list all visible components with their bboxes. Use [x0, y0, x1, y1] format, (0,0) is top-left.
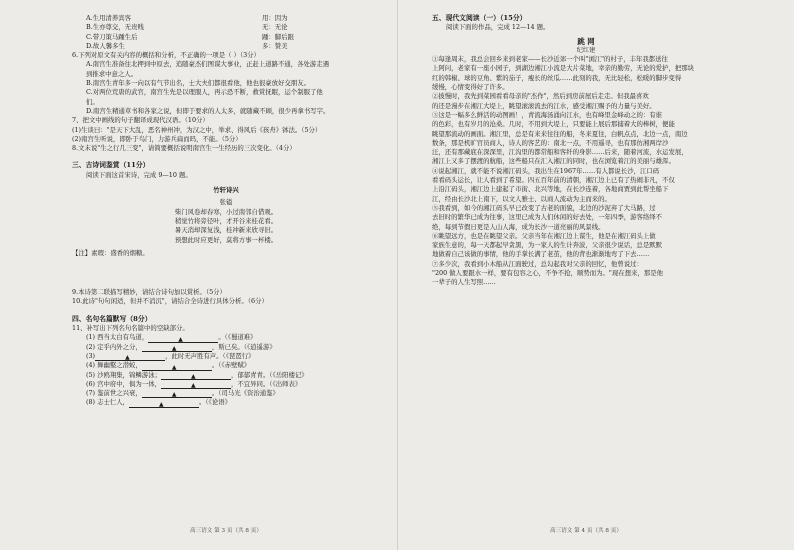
section-3-heading: 三、古诗词鉴赏（11分）	[72, 161, 150, 170]
article-line: ②披慢时，我先到菜园看看母亲的"杰作"，然后到房前屋后走走。但我最喜欢	[432, 92, 649, 101]
article-line: 数条，那是机旷官员商人，诗人的客艺的：南北一点，不用遥寻，也有那仿湘两岸沙	[432, 138, 669, 147]
article-line: 的色彩，也有岁月的沧桑。几时，不用到大堤上，只要能上展后那捕着大的棒树，便能	[432, 120, 675, 129]
poem-note: 【注】素瑕：盛香的烟糖。	[72, 248, 149, 257]
article-line: 家族生意的，每一天都起早贪黑，为一家人的生计奔波，父亲很少说话，总是默默	[432, 241, 663, 250]
article-line: 的还是漫步在湘江大堤上，眺望滚滚流去的江水，感受湘江赐予的力量与美好。	[432, 101, 656, 110]
article-line: ⑤我看到，如今的湘江码头早已改变了古老的面貌，北边的沙泥弃了大马路，过	[432, 203, 656, 212]
answer-blank[interactable]: ▲	[142, 345, 212, 352]
article-line: ④说起湘江，就不能不说湘江码头，我出生在1967年……有人都说长沙，江口码	[432, 166, 660, 175]
q5-option-c: C.带刀策马踵生后 踵：脚后跟	[86, 32, 294, 41]
section-4-heading: 四、名句名篇默写（8分）	[72, 314, 152, 323]
q10-stem: 10.此诗"句句闲适，但并不消沉"，请结合全诗进行具体分析。（6分）	[72, 297, 268, 306]
page-3	[56, 0, 396, 550]
article-line: ①每逢周末，我总会回乡来到老家——长沙近郊一个叫"浏江"的村子，丰年我都送往	[432, 55, 668, 64]
q6-opt-line: B.南宫生青年多一向以有气节出名，士大夫们都很看他，他也很豪放好交朋友。	[86, 79, 311, 88]
article-line: 看看码头运长，让人看到了希望。四五百年前的清朝，湘江边上已有了热闹非凡，不仅	[432, 176, 675, 185]
article-line: 江，经由长沙北上南下，以文人雅士、以商人流动为主而来的。	[432, 194, 611, 203]
page-footer: 高三语文 第 3 页（共 8 页）	[190, 527, 262, 534]
q5-option-d: D.故人馨多生 多：赞美	[86, 41, 288, 50]
dictation-item: (8) 志士仁人， ▲ 。（《论语》	[86, 398, 231, 408]
q6-opt-line: 到推求中意之人。	[86, 69, 138, 78]
article-line: ⑦多少次，我看到小木船从江面驶过，总勾起我对父亲的回忆，他曾说过：	[432, 259, 643, 268]
article-title: 跳 网	[577, 36, 595, 46]
dictation-item: (3) ▲ ，此时无声胜有声。（《琵琶行》	[86, 351, 255, 362]
q5-option-b: B.生亦尊交，无贵贱 无：无论	[86, 23, 288, 32]
q7-sentence-1: (1)生谈曰："是天下大乱，恶名神州冲，为汉之中，举求、得风后《孩舟》钵法。（5分）	[72, 125, 322, 134]
article-line: 地做着自己该做的事情，他的手掌长满了老茧，他的背也渐渐地弯了下去……	[432, 250, 650, 259]
q6-opt-line: C.对两位荒唐的武官，南宫生先是以理服人，再示恐不断，救赏抚眠，运个制服了他	[86, 88, 323, 97]
q8-stem: 8.文末说"生之行几三变"，请简要概括说明南宫生一生经历的三次变化。（4分）	[72, 144, 296, 153]
dictation-item: (7) 鉴前世之兴衰， ▲ 。（司马光《资治通鉴》	[86, 389, 279, 399]
article-line: 去旧时的繁华已成为往事，这里已成为人们休闲的好去处，一年四季，游客络绎不	[432, 213, 663, 222]
answer-blank[interactable]: ▲	[161, 382, 231, 389]
q6-opt-line: A.南宫生准备往北押到中原去，追随豪杰们图谋大事业，正赶上道路不通，各处游走遇	[86, 60, 330, 69]
poem-title: 竹轩诗兴	[213, 186, 239, 195]
dictation-item: (6) 宫中府中，俱为一体， ▲ ，不宜异同。（《出师表》	[86, 379, 302, 390]
q11-stem: 11、补写出下列名句名篇中的空缺部分。	[72, 324, 189, 333]
q5-options	[72, 14, 380, 51]
article-body	[432, 55, 740, 287]
q6-opt-line: 们。	[86, 97, 99, 106]
dictation-item: (4) 舞幽壑之潜蛟， ▲ 。（《赤壁赋》	[86, 361, 251, 371]
poem-line: 暑天消却深复浅，桂冲新来欣寻旧。	[174, 226, 278, 235]
article-line: 绝，每到节假日更是人山人海，成为长沙一道亮丽的风景线。	[432, 222, 605, 231]
poem-line: 预想此时应更好，莫将方事一杯楼。	[174, 235, 278, 244]
dictation-item: (1) 西当太白有鸟道， ▲ 。（《蜀道难》	[86, 333, 257, 343]
article-line: 上阿问，老家有一座小园子，到湖边湘江小流是大片菜地，幸亲的勤劳，无论的爱护，把那块	[432, 64, 695, 73]
poem-line: 稍觉竹将旁径叶，才开谷来桂花看。	[174, 216, 278, 225]
article-line: "200 做人要跟水一样，要有包容之心，不争不抢，顺势而为。"现在想来，那是他	[432, 269, 663, 278]
section-5-heading: 五、现代文阅读（一）（15分）	[432, 14, 527, 22]
article-line: 湘江上又多了摆渡的航船，这些船只在汇入湘江的同时，也在浏览着江的美丽与雄浑。	[432, 157, 675, 166]
answer-blank[interactable]: ▲	[142, 391, 212, 398]
q7-stem: 7、把文中画线的句子翻译成现代汉语。（10分）	[72, 116, 209, 125]
article-line: 一辈子的人生写照……	[432, 278, 496, 287]
poem-author: 张镒	[219, 198, 233, 207]
article-line: 红的韩椒、球的豆角、紫的茄子，瘦长的丝瓜……此刻的我，无比轻松，松暖的脚步变得	[432, 73, 682, 82]
q9-stem: 9.本诗第二联描写精妙，请结合诗句加以赏析。（5分）	[72, 288, 226, 297]
article-line: 缓慢，心情变得好了许多。	[432, 83, 509, 92]
q7-sentence-2: (2)南宫生听说，即卧于鸟门，力游兵扁而吗，不能。（5分）	[72, 134, 242, 143]
q6-opt-line: D.南宫生精通草书和各家之说，但即于要求的人太多，就随藏不顾，很少再拿书写字。	[86, 106, 330, 115]
answer-blank[interactable]: ▲	[142, 364, 212, 371]
section-3-intro: 阅读下面这首宋诗，完成 9—10 题。	[86, 170, 192, 179]
poem	[72, 186, 380, 245]
dictation-list	[72, 333, 380, 407]
section-5-intro: 阅读下面的作品，完成 12—14 题。	[446, 23, 550, 32]
poem-line: 柴门风卷却春寒，小过南邻自借观。	[174, 207, 278, 216]
q6-stem: 6.下列对原文有关内容的概括和分析，不正确的一项是（ ）（3分）	[72, 51, 260, 60]
article-line: 汪，还有那藏底在深深里，江沟里的都常船和客纤的身影……后来，随着河流，水运发展，	[432, 148, 688, 157]
article-author: 纪红建	[576, 46, 596, 54]
answer-blank[interactable]: ▲	[129, 401, 199, 408]
article-line: ③这是一幅多么鲜活的动图画！，青流海汤涌向江水，也有峰里金峰动之的：有谁	[432, 110, 663, 119]
answer-blank[interactable]: ▲	[161, 373, 231, 380]
article-line: ⑥眺望远方，也是在眺望父亲。父亲当年在湘江边上谋生，他是在湘江码头上做	[432, 231, 656, 240]
dictation-item: (5) 沙鸥翔集，锦鳞游泳； ▲ ，郁郁青青。（《岳阳楼记》	[86, 370, 308, 380]
page-4	[416, 0, 756, 550]
dictation-item: (2) 定乎内外之分， ▲ ，斯已矣。（《逍遥游》	[86, 342, 276, 352]
q5-option-a: A.生用清养宾客 用：因为	[86, 14, 288, 22]
page-footer: 高三语文 第 4 页（共 8 页）	[550, 527, 622, 534]
page-gutter	[397, 0, 398, 550]
article-line: 眺望那流动的画面。湘江里，总是有来来往往的船，冬来夏往，白帆点点，北边一点，南边	[432, 129, 688, 138]
article-line: 上沿江码头，湘江边上建起了市街、北兴等地，在长沙连着，各地商贾到此帮坐船下	[432, 185, 669, 194]
answer-blank[interactable]: ▲	[148, 336, 218, 343]
answer-blank[interactable]: ▲	[95, 354, 165, 361]
